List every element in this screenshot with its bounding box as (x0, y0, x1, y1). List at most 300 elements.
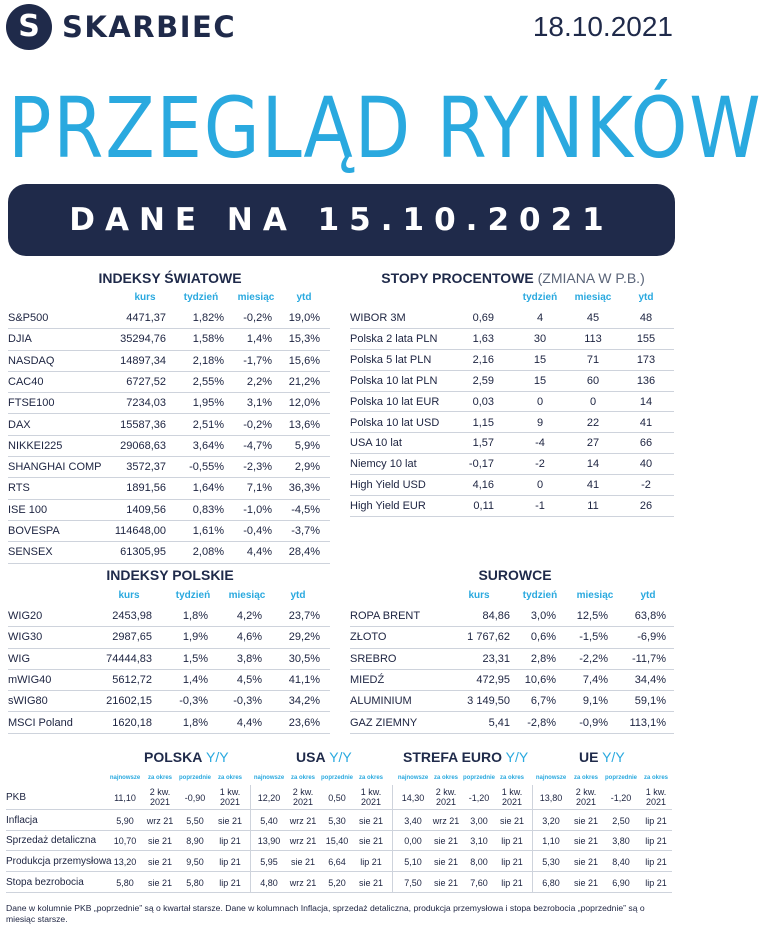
rates-value: 60 (586, 374, 600, 387)
commodities-value: 9,1% (582, 695, 608, 708)
rates-value: 0 (536, 479, 544, 492)
macro-col-header: za okres (499, 775, 524, 781)
polish-row (8, 627, 330, 648)
world-value: 12,0% (288, 397, 320, 410)
polish-value: 34,2% (288, 695, 320, 708)
macro-cell: 8,90 (186, 836, 204, 846)
rates-value: 22 (586, 416, 600, 429)
macro-row-label: Stopa bezrobocia (6, 876, 84, 888)
world-value: 2,2% (246, 375, 272, 388)
world-value: -3,7% (291, 525, 320, 537)
macro-cell: 0,50 (328, 792, 346, 803)
world-value: -0,2% (243, 312, 272, 324)
rates-title-text: STOPY PROCENTOWE (381, 270, 534, 286)
polish-row (8, 691, 330, 712)
commodities-value: 63,8% (634, 610, 666, 622)
world-value: 1,64% (192, 482, 224, 495)
world-header-3: ytd (296, 292, 312, 303)
macro-cell: 2 kw. 2021 (575, 787, 597, 807)
polish-value: 1,8% (182, 716, 208, 729)
page-title: PRZEGLĄD RYNKÓW (8, 79, 762, 177)
rates-row (350, 496, 674, 517)
report-date: 18.10.2021 (532, 11, 673, 42)
macro-cell: 5,30 (542, 856, 560, 867)
world-value: 5,9% (294, 439, 320, 452)
macro-cell: -1,20 (610, 792, 632, 803)
rates-name: USA 10 lat (350, 437, 402, 450)
rates-row (350, 308, 674, 329)
macro-region-name: POLSKA (144, 749, 203, 765)
rates-value: 14 (639, 395, 653, 408)
commodities-value: -6,9% (637, 631, 666, 644)
macro-col-header: najnowsze (397, 775, 429, 781)
world-value: -2,3% (243, 461, 272, 474)
world-value: 1409,56 (126, 503, 166, 516)
macro-cell: sie 21 (573, 856, 599, 867)
rates-value: 48 (639, 312, 653, 324)
macro-cell: sie 21 (358, 877, 384, 888)
macro-col-header: poprzednie (178, 775, 211, 781)
macro-region-name: UE (579, 749, 599, 765)
macro-row (6, 810, 672, 831)
rates-value: 0,11 (473, 500, 494, 513)
rates-value: 15 (533, 353, 547, 366)
polish-value: 1620,18 (112, 716, 152, 729)
macro-cell: 3,80 (612, 836, 630, 846)
world-value: 1,4% (246, 333, 272, 346)
polish-name: MSCI Poland (8, 716, 73, 729)
rates-value: 0,03 (472, 395, 494, 408)
macro-cell: 5,50 (186, 815, 204, 826)
rates-name: Polska 10 lat USD (350, 416, 440, 429)
world-value: 7234,03 (126, 397, 166, 410)
macro-cell: 6,64 (328, 856, 346, 867)
macro-cell: 5,95 (260, 856, 278, 867)
macro-cell: 2,50 (612, 815, 630, 826)
macro-cell: 3,40 (404, 815, 422, 826)
world-header-1: tydzień (183, 292, 219, 303)
world-value: 1,82% (192, 312, 224, 324)
commodities-value: -0,9% (579, 716, 608, 729)
world-name: CAC40 (8, 375, 44, 388)
macro-row (6, 851, 672, 872)
macro-col-header: za okres (573, 775, 598, 781)
macro-cell: 15,40 (325, 836, 349, 846)
commodities-name: SREBRO (350, 652, 397, 665)
macro-col-header: poprzednie (462, 775, 495, 781)
macro-cell: 11,10 (114, 792, 136, 803)
macro-cell: 6,80 (542, 877, 560, 888)
macro-col-header: za okres (643, 775, 668, 781)
polish-value: 3,8% (236, 652, 262, 665)
world-value: 19,0% (288, 312, 320, 324)
polish-value: 29,2% (288, 631, 320, 644)
rates-value: 14 (586, 458, 600, 471)
rates-value: 113 (584, 332, 602, 345)
world-value: -4,7% (243, 439, 272, 452)
macro-cell: sie 21 (573, 836, 599, 846)
macro-cell: 13,90 (257, 836, 281, 846)
commodities-name: ALUMINIUM (350, 695, 412, 708)
rates-name: Polska 5 lat PLN (350, 353, 432, 366)
commodities-value: -2,8% (527, 716, 556, 729)
polish-name: WIG (8, 652, 30, 665)
world-row (8, 351, 330, 372)
polish-name: WIG30 (8, 631, 43, 644)
rates-value: 155 (636, 332, 656, 345)
polish-value: -0,3% (233, 695, 262, 708)
macro-col-header: poprzednie (320, 775, 353, 781)
commodities-name: GAZ ZIEMNY (350, 716, 418, 729)
polish-value: -0,3% (179, 695, 208, 708)
macro-cell: 0,00 (404, 836, 422, 846)
commodities-value: 472,95 (476, 673, 510, 686)
commodities-header-2: miesiąc (576, 590, 614, 601)
macro-cell: 5,10 (404, 856, 422, 867)
macro-cell: lip 21 (219, 856, 241, 867)
commodities-value: 34,4% (634, 673, 666, 686)
macro-cell: 13,80 (539, 792, 563, 803)
world-value: 3,1% (246, 397, 272, 410)
rates-value: 2,59 (472, 374, 494, 387)
world-value: -1,7% (243, 354, 272, 367)
macro-cell: sie 21 (147, 836, 173, 846)
logo-letter: S (18, 9, 40, 44)
macro-cell: 9,50 (186, 856, 204, 867)
macro-region-1 (296, 749, 352, 765)
rates-row (350, 413, 674, 434)
macro-cell: 5,40 (260, 815, 278, 826)
polish-row (8, 649, 330, 670)
macro-cell: sie 21 (433, 836, 459, 846)
world-name: NASDAQ (8, 354, 55, 367)
macro-region-divider (250, 785, 251, 893)
macro-cell: 3,20 (542, 815, 560, 826)
macro-cell: sie 21 (433, 856, 459, 867)
rates-value: 4 (536, 312, 544, 324)
commodities-value: 3,0% (530, 610, 556, 622)
world-value: -1,0% (243, 503, 272, 516)
world-name: DAX (8, 418, 31, 431)
polish-value: 1,9% (182, 631, 208, 644)
commodities-value: -2,2% (579, 652, 608, 665)
macro-cell: 1 kw. 2021 (501, 787, 523, 807)
polish-value: 5612,72 (112, 673, 152, 686)
polish-row (8, 713, 330, 734)
world-value: 1,95% (192, 397, 224, 410)
macro-row (6, 785, 672, 810)
world-name: BOVESPA (8, 525, 60, 537)
rates-row (350, 475, 674, 496)
world-value: 2,08% (192, 546, 224, 559)
world-value: 6727,52 (126, 375, 166, 388)
macro-cell: 8,00 (470, 856, 488, 867)
commodities-value: 3 149,50 (467, 695, 510, 708)
macro-cell: 12,20 (257, 792, 281, 803)
world-value: 1,58% (192, 333, 224, 346)
rates-value: 15 (533, 374, 547, 387)
commodities-value: 113,1% (629, 716, 666, 729)
world-value: 4471,37 (126, 312, 166, 324)
macro-region-divider (392, 785, 393, 893)
brand-name: SKARBIEC (62, 10, 237, 44)
world-value: 15,6% (288, 354, 320, 367)
rates-value: 71 (586, 353, 600, 366)
world-value: 29068,63 (120, 439, 166, 452)
macro-cell: sie 21 (358, 836, 384, 846)
world-value: 114648,00 (114, 525, 166, 537)
macro-cell: wrz 21 (146, 815, 174, 826)
rates-value: 27 (586, 437, 600, 450)
rates-row (350, 350, 674, 371)
macro-cell: lip 21 (501, 877, 523, 888)
commodities-value: 0,6% (530, 631, 556, 644)
world-row (8, 372, 330, 393)
commodities-row (350, 627, 674, 648)
macro-cell: 6,90 (612, 877, 630, 888)
world-value: 3572,37 (126, 461, 166, 474)
rates-name: Polska 10 lat EUR (350, 395, 440, 408)
rates-header-2: ytd (638, 292, 654, 303)
world-value: 3,64% (192, 439, 224, 452)
rates-row (350, 329, 674, 350)
commodities-value: 10,6% (524, 673, 556, 686)
rates-name: High Yield USD (350, 479, 426, 492)
world-value: 1891,56 (126, 482, 166, 495)
macro-cell: -0,90 (184, 792, 206, 803)
rates-value: 1,63 (472, 332, 494, 345)
macro-col-header: za okres (147, 775, 172, 781)
polish-header-0: kurs (118, 590, 140, 601)
world-name: FTSE100 (8, 397, 55, 410)
polish-name: sWIG80 (8, 695, 48, 708)
commodities-row (350, 670, 674, 691)
macro-cell: 5,90 (116, 815, 134, 826)
macro-row-label: Sprzedaż detaliczna (6, 835, 97, 846)
macro-cell: 3,00 (470, 815, 488, 826)
macro-cell: lip 21 (645, 836, 667, 846)
world-value: -4,5% (291, 503, 320, 516)
macro-cell: 7,60 (470, 877, 488, 888)
world-row (8, 457, 330, 478)
macro-row-label: Inflacja (6, 814, 38, 826)
rates-value: 1,57 (472, 437, 494, 450)
macro-region-name: STREFA EURO (403, 749, 503, 765)
rates-value: -1 (535, 500, 545, 513)
polish-value: 74444,83 (106, 652, 152, 665)
world-indices-table (8, 292, 330, 562)
macro-cell: 5,80 (186, 877, 204, 888)
macro-cell: lip 21 (360, 856, 382, 867)
commodities-value: 59,1% (634, 695, 666, 708)
commodities-name: ZŁOTO (350, 631, 387, 644)
macro-row (6, 831, 672, 851)
world-row (8, 329, 330, 350)
polish-value: 1,8% (182, 610, 208, 622)
commodities-title: SUROWCE (478, 567, 552, 583)
world-value: 4,4% (246, 546, 272, 559)
rates-value: 136 (636, 374, 656, 387)
world-value: 21,2% (288, 375, 320, 388)
macro-row-label: PKB (6, 791, 27, 803)
commodities-value: 23,31 (482, 652, 510, 665)
macro-cell: wrz 21 (289, 877, 317, 888)
polish-name: mWIG40 (8, 673, 52, 686)
polish-header-3: ytd (290, 590, 306, 601)
macro-cell: sie 21 (573, 815, 599, 826)
macro-cell: 8,40 (612, 856, 630, 867)
world-name: SENSEX (8, 546, 53, 559)
rates-value: 40 (639, 458, 653, 471)
macro-cell: lip 21 (501, 836, 523, 846)
commodities-value: 84,86 (482, 610, 510, 622)
rates-value: 4,16 (472, 479, 494, 492)
commodities-row (350, 713, 674, 734)
macro-cell: lip 21 (501, 856, 523, 867)
world-name: NIKKEI225 (8, 439, 63, 452)
world-header-0: kurs (134, 292, 156, 303)
rates-header-1: miesiąc (574, 292, 612, 303)
macro-col-header: poprzednie (604, 775, 637, 781)
macro-cell: 3,10 (470, 836, 488, 846)
macro-col-header: za okres (433, 775, 458, 781)
macro-cell: 2 kw. 2021 (149, 787, 171, 807)
polish-value: 23,7% (288, 610, 320, 622)
rates-row (350, 433, 674, 454)
macro-cell: lip 21 (645, 856, 667, 867)
polish-value: 4,4% (236, 716, 262, 729)
macro-cell: 1 kw. 2021 (219, 787, 241, 807)
macro-cell: 4,80 (260, 877, 278, 888)
rates-value: 66 (639, 437, 653, 450)
commodities-value: -1,5% (579, 631, 608, 644)
commodities-value: 1 767,62 (467, 631, 510, 644)
rates-name: Polska 2 lata PLN (350, 332, 438, 345)
polish-header-1: tydzień (175, 590, 211, 601)
commodities-value: 12,5% (576, 610, 608, 622)
macro-region-name: USA (296, 749, 326, 765)
macro-region-yy: Y/Y (202, 749, 229, 765)
world-value: -0,2% (243, 418, 272, 431)
rates-name: High Yield EUR (350, 500, 426, 513)
polish-indices-title: INDEKSY POLSKIE (106, 567, 234, 583)
world-value: 13,6% (288, 418, 320, 431)
macro-cell: sie 21 (290, 856, 316, 867)
world-value: 0,83% (192, 503, 224, 516)
world-header-2: miesiąc (237, 292, 275, 303)
macro-region-yy: Y/Y (325, 749, 352, 765)
rates-value: 0 (536, 395, 544, 408)
macro-col-header: za okres (217, 775, 242, 781)
commodities-name: MIEDŹ (350, 673, 385, 686)
commodities-header-1: tydzień (522, 590, 558, 601)
polish-value: 41,1% (288, 673, 320, 686)
macro-col-header: najnowsze (253, 775, 285, 781)
world-row (8, 436, 330, 457)
rates-title (352, 270, 674, 286)
commodities-value: 7,4% (582, 673, 608, 686)
macro-col-header: najnowsze (109, 775, 141, 781)
polish-value: 4,5% (236, 673, 262, 686)
polish-value: 1,4% (182, 673, 208, 686)
world-value: 2,55% (192, 375, 224, 388)
commodities-value: 2,8% (530, 652, 556, 665)
rates-value: -4 (535, 437, 545, 450)
rates-value: -0,17 (468, 458, 494, 471)
rates-value: 30 (533, 332, 547, 345)
macro-cell: 7,50 (404, 877, 422, 888)
macro-cell: 10,70 (113, 836, 137, 846)
macro-cell: sie 21 (433, 877, 459, 888)
commodities-table (350, 590, 674, 740)
world-name: RTS (8, 482, 30, 495)
rates-row (350, 454, 674, 475)
macro-cell: 1 kw. 2021 (360, 787, 382, 807)
commodities-header-0: kurs (468, 590, 490, 601)
macro-region-divider (532, 785, 533, 893)
macro-cell: sie 21 (217, 815, 243, 826)
commodities-header-3: ytd (640, 590, 656, 601)
polish-value: 1,5% (182, 652, 208, 665)
commodities-row (350, 649, 674, 670)
macro-cell: 5,80 (116, 877, 134, 888)
rates-value: -2 (641, 479, 651, 492)
macro-col-header: najnowsze (535, 775, 567, 781)
rates-value: 26 (639, 500, 653, 513)
polish-value: 2453,98 (112, 610, 152, 622)
macro-table (0, 745, 683, 897)
footnote: Dane w kolumnie PKB „poprzednie” są o kwartał starsze. Dane w kolumnach Inflacja, sprzedaż detaliczna, produkcja przemysłowa i stopa bezrobocia „poprzednie” są o miesiąc starsze. (6, 903, 645, 924)
world-row (8, 500, 330, 521)
macro-cell: sie 21 (573, 877, 599, 888)
world-name: DJIA (8, 333, 32, 346)
world-value: -0,55% (189, 461, 224, 474)
macro-region-3 (579, 749, 625, 765)
rates-name: WIBOR 3M (350, 312, 406, 324)
macro-cell: sie 21 (499, 815, 525, 826)
world-row (8, 542, 330, 563)
macro-cell: 5,20 (328, 877, 346, 888)
macro-cell: 5,30 (328, 815, 346, 826)
rates-table (350, 292, 674, 522)
world-value: 7,1% (246, 482, 272, 495)
macro-cell: -1,20 (468, 792, 490, 803)
world-row (8, 415, 330, 436)
macro-cell: 1,10 (542, 836, 560, 846)
polish-row (8, 606, 330, 627)
rates-row (350, 371, 674, 392)
rates-value: 0 (589, 395, 597, 408)
world-indices-title: INDEKSY ŚWIATOWE (98, 270, 242, 286)
macro-cell: 14,30 (401, 792, 425, 803)
rates-value: 1,15 (472, 416, 494, 429)
macro-cell: 13,20 (113, 856, 137, 867)
rates-value: 41 (586, 479, 600, 492)
macro-region-yy: Y/Y (502, 749, 529, 765)
world-value: 36,3% (288, 482, 320, 495)
macro-cell: sie 21 (147, 856, 173, 867)
rates-value: 0,69 (472, 312, 494, 324)
rates-value: 2,16 (472, 353, 494, 366)
macro-cell: lip 21 (219, 877, 241, 888)
macro-cell: wrz 21 (432, 815, 460, 826)
rates-name: Niemcy 10 lat (350, 458, 417, 471)
world-value: 2,9% (294, 461, 320, 474)
macro-row (6, 872, 672, 893)
world-value: 2,51% (192, 418, 224, 431)
polish-value: 23,6% (288, 716, 320, 729)
macro-cell: 1 kw. 2021 (645, 787, 667, 807)
